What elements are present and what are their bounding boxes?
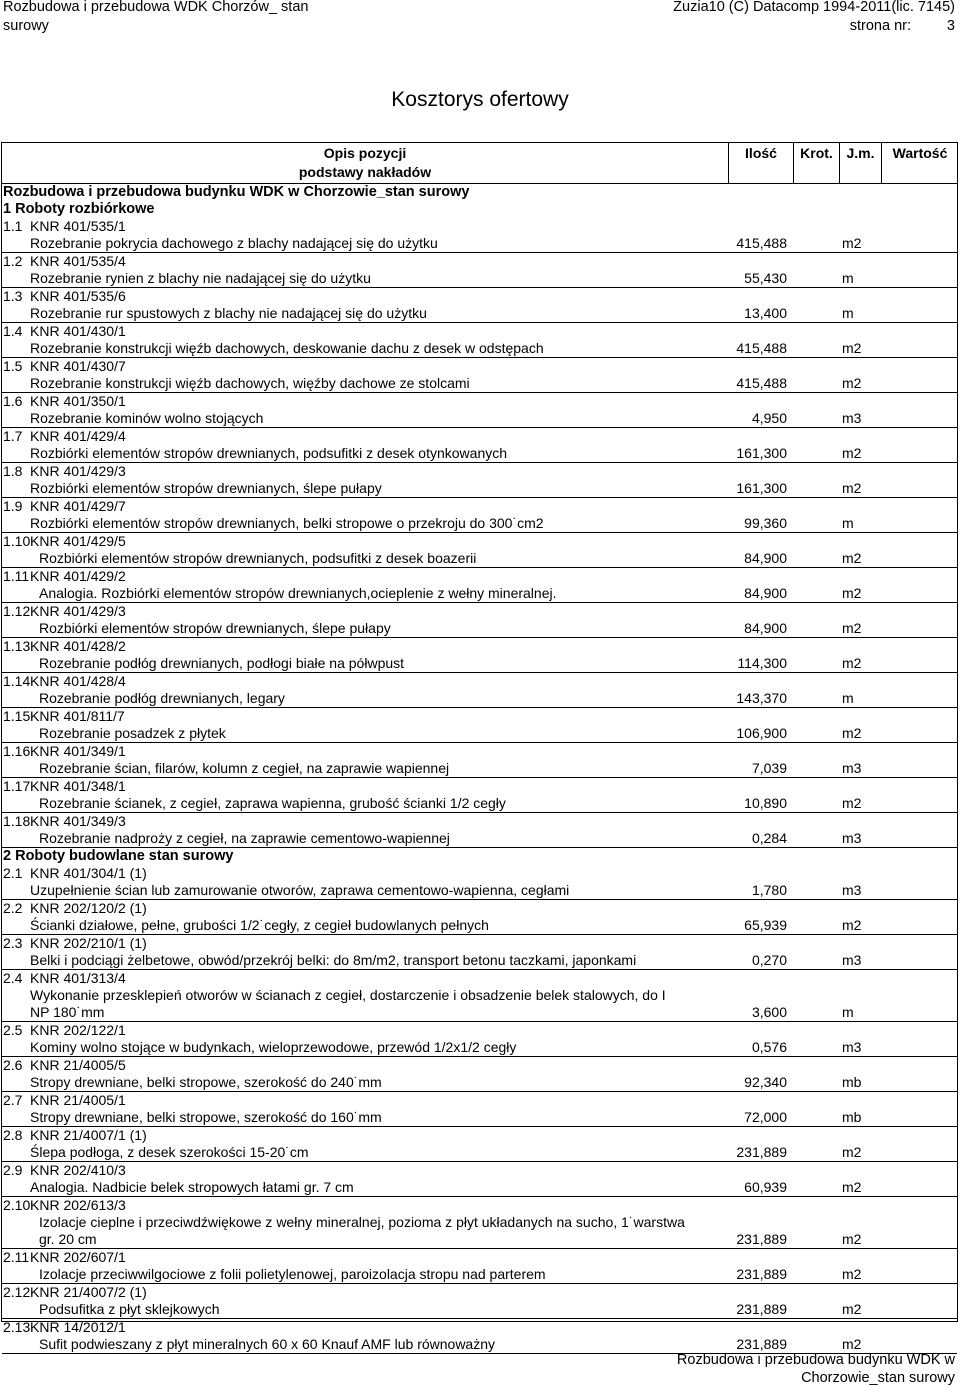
item-description: Izolacje cieplne i przeciwdźwiękowe z wełny mineralnej, pozioma z płyt układanych na sucho, 1˙warstwa [39,1214,685,1230]
item-basis-row [2,463,957,480]
item-quantity: 7,039 [751,760,787,776]
column-header-unit: J.m. [846,145,875,161]
header-project-name: Rozbudowa i przebudowa WDK Chorzów_ stan [3,0,309,15]
item-number: 2.5 [3,1022,23,1038]
item-basis-row [2,533,957,550]
item-description: Stropy drewniane, belki stropowe, szerokość do 240˙mm [30,1074,382,1090]
item-basis: KNR 21/4007/2 (1) [30,1284,147,1300]
item-quantity: 415,488 [736,375,787,391]
item-basis: KNR 401/429/7 [30,498,126,514]
item-description-row [2,480,957,498]
item-number: 2.11 [3,1249,30,1265]
item-basis-row [2,1127,957,1144]
item-quantity: 10,890 [744,795,787,811]
item-number: 1.13 [3,638,31,654]
item-description: Rozebranie pokrycia dachowego z blachy nadającej się do użytku [30,235,438,251]
item-description-row [2,1266,957,1284]
item-basis-row [2,1022,957,1039]
item-description-row [2,620,957,638]
item-description: Ścianki działowe, pełne, grubości 1/2˙cegły, z cegieł budowlanych pełnych [30,917,489,933]
item-number: 1.8 [3,463,23,479]
item-basis-row [2,288,957,305]
footer-line2: Chorzowie_stan surowy [801,1370,955,1386]
item-description: Rozebranie ścianek, z cegieł, zaprawa wapienna, grubość ścianki 1/2 cegły [39,795,506,811]
item-description: Rozebranie rur spustowych z blachy nie nadającej się do użytku [30,305,427,321]
item-unit: m2 [842,1179,862,1195]
item-basis: KNR 401/430/1 [30,323,126,339]
item-number: 2.3 [3,935,23,951]
item-quantity: 55,430 [744,270,787,286]
item-basis-row [2,218,957,235]
item-unit: m2 [842,795,862,811]
item-description-row [2,1214,957,1231]
item-unit: m3 [842,830,862,846]
item-number: 2.2 [3,900,23,916]
item-quantity: 13,400 [744,305,787,321]
item-number: 1.5 [3,358,23,374]
item-description-row [2,1074,957,1092]
item-quantity: 65,939 [744,917,787,933]
item-unit: m2 [842,655,862,671]
footer-line1: Rozbudowa i przebudowa budynku WDK w [676,1352,955,1368]
item-description-row [2,795,957,813]
item-number: 1.6 [3,393,23,409]
page-header-left [3,0,308,36]
item-description: Ślepa podłoga, z desek szerokości 15-20˙cm [30,1144,309,1160]
item-description: Rozebranie podłóg drewnianych, legary [39,690,285,706]
item-basis-row [2,935,957,952]
page-footer [677,1351,955,1387]
item-basis-row [2,498,957,515]
item-unit: m [842,690,854,706]
item-quantity: 231,889 [736,1144,787,1160]
item-basis: KNR 401/304/1 (1) [30,865,147,881]
item-number: 2.13 [3,1319,31,1335]
item-basis: KNR 401/429/2 [30,568,126,584]
item-quantity: 415,488 [736,340,787,356]
item-description: Uzupełnienie ścian lub zamurowanie otworów, zaprawa cementowo-wapienna, cegłami [30,882,570,898]
item-basis-row [2,1319,957,1336]
item-basis: KNR 401/535/6 [30,288,126,304]
item-description: Analogia. Rozbiórki elementów stropów drewnianych,ocieplenie z wełny mineralnej. [39,585,557,601]
item-basis: KNR 202/613/3 [30,1197,126,1213]
item-quantity: 84,900 [744,585,787,601]
item-quantity: 0,284 [751,830,787,846]
item-quantity: 99,360 [744,515,787,531]
item-description: Belki i podciągi żelbetowe, obwód/przekrój belki: do 8m/m2, transport betonu taczkami, japonkami [30,952,637,968]
item-unit: m [842,305,854,321]
item-unit: m3 [842,1039,862,1055]
item-description: Rozebranie nadproży z cegieł, na zaprawie cementowo-wapiennej [39,830,450,846]
item-basis: KNR 21/4005/5 [30,1057,126,1073]
item-description-row [2,270,957,288]
item-basis: KNR 401/429/4 [30,428,126,444]
item-description-row [2,952,957,970]
item-quantity: 231,889 [736,1231,787,1247]
page-title: Kosztorys ofertowy [391,88,569,111]
item-number: 2.12 [3,1284,31,1300]
item-description-row [2,1004,957,1022]
item-unit: m2 [842,375,862,391]
item-description: Rozbiórki elementów stropów drewnianych, belki stropowe o przekroju do 300˙cm2 [30,515,544,531]
item-number: 1.9 [3,498,23,514]
item-description-row [2,305,957,323]
item-basis-row [2,393,957,410]
item-basis-row [2,568,957,585]
item-number: 1.17 [3,778,31,794]
item-number: 1.3 [3,288,23,304]
item-quantity: 84,900 [744,550,787,566]
item-basis: KNR 401/535/1 [30,218,126,234]
item-number: 2.1 [3,865,23,881]
item-unit: m2 [842,445,862,461]
item-basis: KNR 401/349/1 [30,743,126,759]
item-number: 1.18 [3,813,31,829]
item-number: 1.10 [3,533,31,549]
item-description: Stropy drewniane, belki stropowe, szerokość do 160˙mm [30,1109,382,1125]
item-description: Wykonanie przesklepień otworów w ścianach z cegieł, dostarczenie i obsadzenie belek stalowych, do I [30,987,666,1003]
item-description: NP 180˙mm [30,1004,105,1020]
item-quantity: 1,780 [751,882,787,898]
item-basis-row [2,1092,957,1109]
item-basis-row [2,778,957,795]
project-title-row [2,184,957,201]
item-description: Rozbiórki elementów stropów drewnianych, ślepe pułapy [39,620,391,636]
item-description: Izolacje przeciwwilgociowe z folii polietylenowej, paroizolacja stropu nad parterem [39,1266,546,1282]
item-basis-row [2,1284,957,1301]
item-quantity: 92,340 [744,1074,787,1090]
item-description-row [2,585,957,603]
column-header-krot: Krot. [800,145,833,161]
item-quantity: 3,600 [751,1004,787,1020]
item-description: Analogia. Nadbicie belek stropowych łatami gr. 7 cm [30,1179,354,1195]
item-description: Rozebranie podłóg drewnianych, podłogi białe na półwpust [39,655,405,671]
item-quantity: 4,950 [751,410,787,426]
item-description-row [2,882,957,900]
column-header-value: Wartość [892,145,948,161]
item-description-row [2,655,957,673]
item-description-row [2,917,957,935]
page-header-right [673,0,955,36]
item-description-row [2,235,957,253]
item-basis-row [2,1057,957,1074]
item-basis-row [2,603,957,620]
item-quantity: 143,370 [736,690,787,706]
item-basis: KNR 401/811/7 [30,708,125,724]
item-basis-row [2,673,957,690]
item-description-row [2,375,957,393]
item-unit: m2 [842,1266,862,1282]
item-description-row [2,1144,957,1162]
project-title: Rozbudowa i przebudowa budynku WDK w Chorzowie_stan surowy [3,184,470,200]
item-basis-row [2,323,957,340]
item-basis-row [2,1249,957,1266]
item-basis-row [2,970,957,987]
item-number: 1.2 [3,253,23,269]
item-basis: KNR 21/4005/1 [30,1092,126,1108]
item-basis: KNR 401/349/3 [30,813,126,829]
item-basis: KNR 401/350/1 [30,393,126,409]
item-basis: KNR 401/348/1 [30,778,126,794]
item-quantity: 0,270 [751,952,787,968]
item-description: Rozebranie kominów wolno stojących [30,410,264,426]
item-basis-row [2,865,957,882]
item-description-row [2,340,957,358]
item-unit: m3 [842,952,862,968]
item-description-row [2,830,957,848]
item-description-row [2,1301,957,1319]
item-description-row [2,725,957,743]
item-number: 1.1 [3,218,23,234]
item-basis: KNR 401/428/2 [30,638,126,654]
item-basis-row [2,428,957,445]
page-number: 3 [946,18,955,34]
item-basis: KNR 401/429/5 [30,533,126,549]
item-basis: KNR 202/120/2 (1) [30,900,147,916]
item-number: 2.7 [3,1092,23,1108]
item-unit: m2 [842,340,862,356]
item-basis-row [2,743,957,760]
item-quantity: 0,576 [751,1039,787,1055]
item-number: 2.8 [3,1127,23,1143]
item-basis-row [2,900,957,917]
item-unit: m2 [842,917,862,933]
item-quantity: 72,000 [744,1109,787,1125]
item-unit: m3 [842,760,862,776]
item-basis: KNR 401/430/7 [30,358,126,374]
section-title-row [2,201,957,218]
table-header [2,143,957,184]
item-unit: m3 [842,410,862,426]
item-basis: KNR 401/429/3 [30,463,126,479]
column-header-desc-line2: podstawy nakładów [298,164,432,180]
item-unit: mb [842,1074,862,1090]
item-description: Rozebranie konstrukcji więźb dachowych, więźby dachowe ze stolcami [30,375,470,391]
item-quantity: 60,939 [744,1179,787,1195]
item-description: Rozbiórki elementów stropów drewnianych, podsufitki z desek otynkowanych [30,445,508,461]
item-quantity: 231,889 [736,1336,787,1352]
cost-estimate-table [1,142,958,1352]
item-basis-row [2,358,957,375]
item-unit: m2 [842,1144,862,1160]
item-description-row [2,1039,957,1057]
section-title: 1 Roboty rozbiórkowe [3,201,155,217]
column-header-desc-line1: Opis pozycji [323,145,407,161]
item-quantity: 231,889 [736,1301,787,1317]
item-number: 1.16 [3,743,31,759]
item-quantity: 161,300 [736,480,787,496]
item-basis: KNR 401/535/4 [30,253,126,269]
item-description: Rozbiórki elementów stropów drewnianych, ślepe pułapy [30,480,382,496]
item-quantity: 84,900 [744,620,787,636]
item-unit: m [842,270,854,286]
item-unit: m2 [842,620,862,636]
item-basis: KNR 202/210/1 (1) [30,935,147,951]
item-unit: m2 [842,585,862,601]
item-description: Kominy wolno stojące w budynkach, wieloprzewodowe, przewód 1/2x1/2 cegły [30,1039,517,1055]
item-description-row [2,987,957,1004]
item-number: 2.10 [3,1197,31,1213]
item-description-row [2,515,957,533]
item-number: 2.4 [3,970,23,986]
item-number: 1.11 [3,568,30,584]
item-number: 1.14 [3,673,31,689]
item-basis: KNR 202/122/1 [30,1022,126,1038]
item-unit: m2 [842,1301,862,1317]
item-unit: m2 [842,235,862,251]
item-basis: KNR 202/410/3 [30,1162,126,1178]
header-project-name-cont: surowy [3,18,49,34]
item-basis: KNR 401/429/3 [30,603,126,619]
item-number: 1.15 [3,708,31,724]
item-quantity: 415,488 [736,235,787,251]
item-basis: KNR 401/313/4 [30,970,126,986]
item-unit: mb [842,1109,862,1125]
item-description-row [2,1109,957,1127]
item-number: 2.9 [3,1162,23,1178]
column-header-qty: Ilość [745,145,777,161]
item-basis: KNR 202/607/1 [30,1249,126,1265]
item-basis-row [2,1197,957,1214]
item-quantity: 106,900 [736,725,787,741]
item-description: Sufit podwieszany z płyt mineralnych 60 x 60 Knauf AMF lub równoważny [39,1336,496,1352]
item-basis-row [2,813,957,830]
item-description-row [2,1231,957,1249]
item-basis: KNR 14/2012/1 [30,1319,126,1335]
section-title-row [2,848,957,865]
item-unit: m3 [842,882,862,898]
item-unit: m [842,515,854,531]
column-header-description [2,144,728,182]
item-description-row [2,690,957,708]
item-number: 2.6 [3,1057,23,1073]
item-quantity: 161,300 [736,445,787,461]
item-unit: m2 [842,725,862,741]
item-description-row [2,1179,957,1197]
item-basis-row [2,638,957,655]
item-description: Rozebranie ścian, filarów, kolumn z cegieł, na zaprawie wapiennej [39,760,450,776]
item-description-row [2,550,957,568]
item-description: Rozebranie konstrukcji więźb dachowych, deskowanie dachu z desek w odstępach [30,340,544,356]
item-description-row [2,760,957,778]
page-label: strona nr: [849,18,911,34]
header-software: Zuzia10 (C) Datacomp 1994-2011(lic. 7145) [673,0,955,15]
item-number: 1.12 [3,603,31,619]
item-description: Rozbiórki elementów stropów drewnianych, podsufitki z desek boazerii [39,550,477,566]
item-basis-row [2,253,957,270]
item-number: 1.7 [3,428,23,444]
item-unit: m2 [842,550,862,566]
item-description-row [2,410,957,428]
item-description-row [2,445,957,463]
item-description: Podsufitka z płyt sklejkowych [39,1301,220,1317]
item-basis-row [2,1162,957,1179]
item-basis: KNR 21/4007/1 (1) [30,1127,147,1143]
item-unit: m [842,1004,854,1020]
item-unit: m2 [842,480,862,496]
section-title: 2 Roboty budowlane stan surowy [3,848,234,864]
item-basis-row [2,708,957,725]
item-number: 1.4 [3,323,23,339]
item-basis: KNR 401/428/4 [30,673,126,689]
item-quantity: 231,889 [736,1266,787,1282]
item-unit: m2 [842,1231,862,1247]
item-unit: m2 [842,1336,862,1352]
table-body [2,184,957,1354]
item-description: Rozebranie rynien z blachy nie nadającej się do użytku [30,270,371,286]
item-description: gr. 20 cm [39,1231,97,1247]
item-quantity: 114,300 [737,655,787,671]
item-description: Rozebranie posadzek z płytek [39,725,226,741]
header-page-info [673,17,955,36]
